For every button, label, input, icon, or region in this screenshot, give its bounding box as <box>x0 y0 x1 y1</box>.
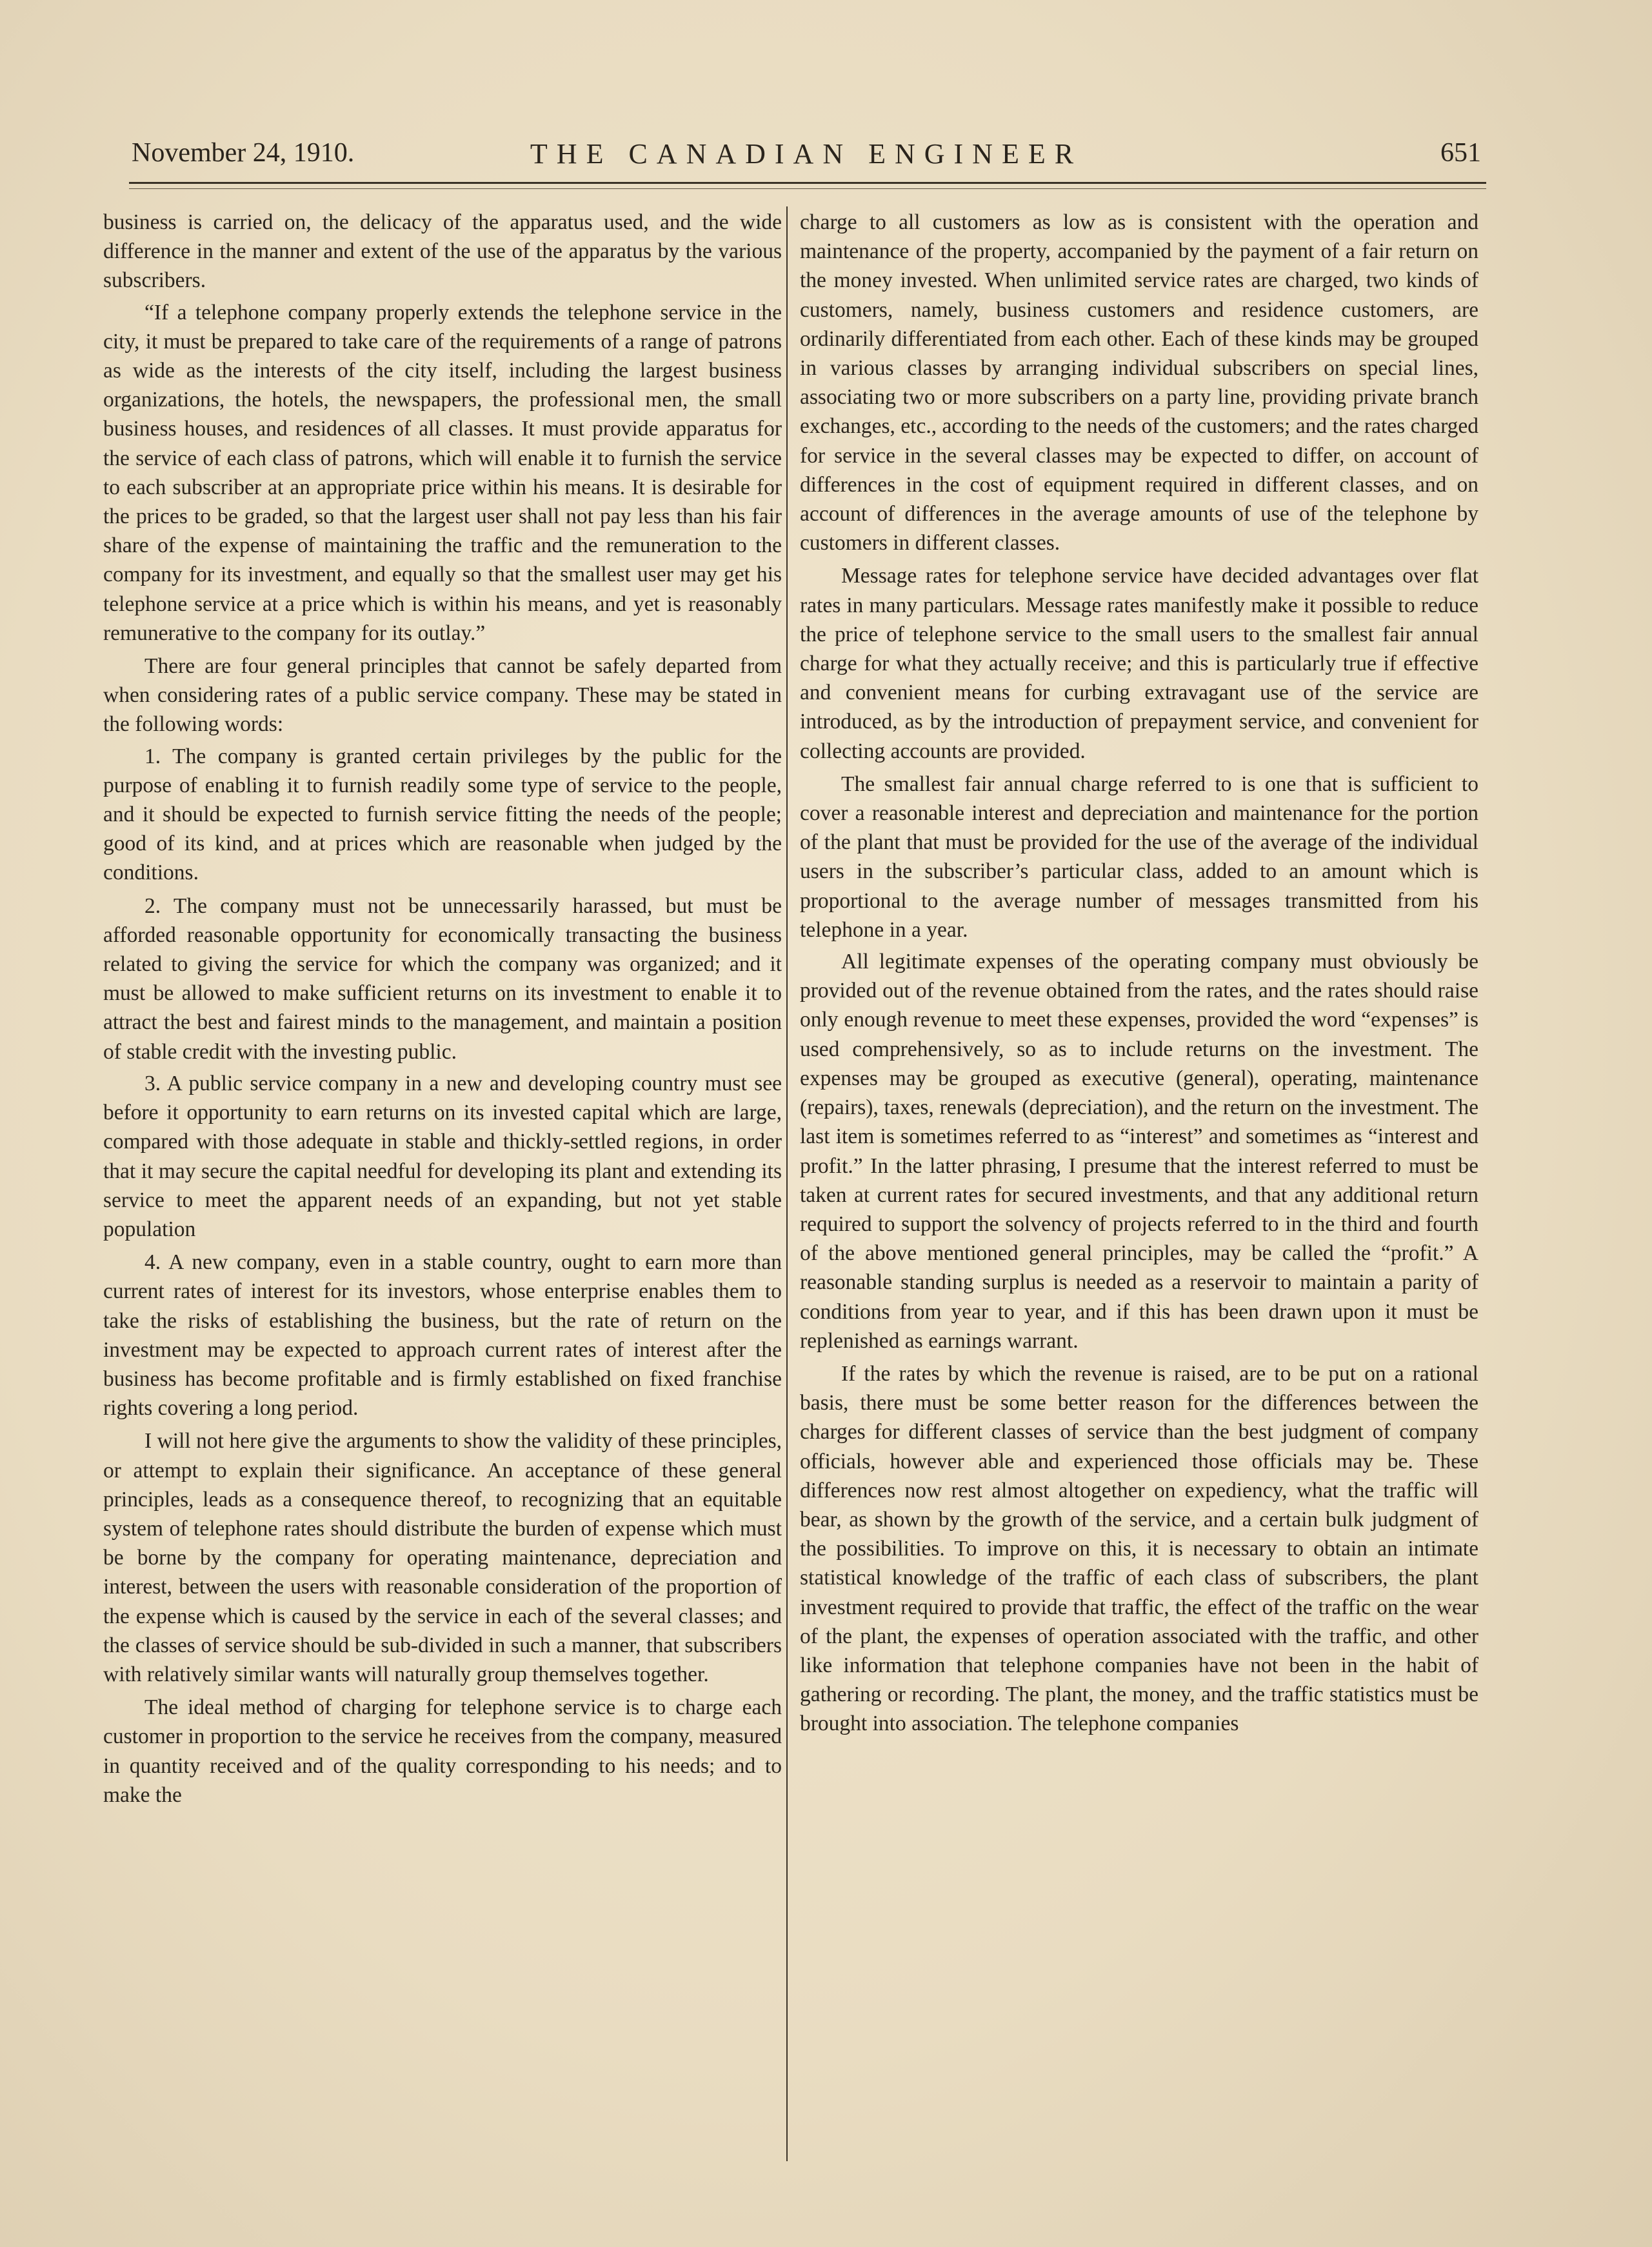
paragraph: business is carried on, the delicacy of the apparatus used, and the wide difference in the manner and extent of the use of the apparatus by the various subscribers. <box>103 210 782 293</box>
paragraph: 3. A public service company in a new and developing country must see before it opportunity to earn returns on its invested capital which are large, compared with those adequate in stable and thickly-settled regions, in order that it may secure the capital needful for developing its plant and extending its service to meet the apparent needs of an expanding, but not yet stable population <box>103 1071 782 1241</box>
paragraph: I will not here give the arguments to show the validity of these principles, or attempt to explain their significance. An acceptance of these general principles, leads as a consequence thereof, to recognizing that an equitable system of telephone rates should distribute the burden of expense which must be borne by the company for operating maintenance, depreciation and interest, between the users with reasonable consideration of the proportion of the expense which is caused by the service in each of the several classes; and the classes of service should be sub-divided in such a manner, that subscribers with relatively similar wants will naturally group themselves together. <box>103 1429 782 1686</box>
paragraph: The smallest fair annual charge referred to is one that is sufficient to cover a reasonable interest and depreciation and maintenance for the portion of the plant that must be provided for the use of the average of the individual users in the subscriber’s particular class, added to an amount which is proportional to the average number of messages transmitted from his telephone in a year. <box>800 772 1478 942</box>
paragraph: If the rates by which the revenue is raised, are to be put on a rational basis, there must be some better reason for the differences between the charges for different classes of service than the best judgment of company officials, however able and experienced those officials may be. These differences now rest almost altogether on expediency, what the traffic will bear, as shown by the growth of the service, and a certain bulk judgment of the possibilities. To improve on this, it is necessary to obtain an intimate statistical knowledge of the traffic of each class of subscribers, the plant investment required to provide that traffic, the effect of the traffic on the wear of the plant, the expenses of operation associated with the traffic, and other like information that telephone companies have not been in the habit of gathering or recording. The plant, the money, and the traffic statistics must be brought into association. The telephone companies <box>800 1361 1478 1736</box>
left-column <box>103 208 782 1810</box>
paragraph: All legitimate expenses of the operating company must obviously be provided out of the revenue obtained from the rates, and the rates should raise only enough revenue to meet these expenses, provided the word “expenses” is used comprehensively, so as to include returns on the investment. The expenses may be grouped as executive (general), operating, maintenance (repairs), taxes, renewals (depreciation), and the return on the investment. The last item is sometimes referred to as “interest” and sometimes as “interest and profit.” In the latter phrasing, I presume that the interest referred to must be taken at current rates for secured investments, and that any additional return required to support the solvency of projects referred to in the third and fourth of the above mentioned general principles, may be called the “profit.” A reasonable standing surplus is needed as a reservoir to maintain a parity of conditions from year to year, and if this has been drawn upon it must be replenished as earnings warrant. <box>800 950 1478 1353</box>
issue-date: November 24, 1910. <box>132 138 355 168</box>
paragraph: “If a telephone company properly extends the telephone service in the city, it must be prepared to take care of the requirements of a range of patrons as wide as the interests of the city itself, including the largest business organizations, the hotels, the newspapers, the professional men, the small business houses, and residences of all classes. It must provide apparatus for the service of each class of patrons, which will enable it to furnish the service to each subscriber at an appropriate price within his means. It is desirable for the prices to be graded, so that the largest user shall not pay less than his fair share of the expense of maintaining the traffic and the remuneration to the company for its investment, and equally so that the smallest user may get his telephone service at a price which is within his means, and yet is reasonably remunerative to the company for its outlay.” <box>103 300 782 645</box>
paragraph: There are four general principles that cannot be safely departed from when considering rates of a public service company. These may be stated in the following words: <box>103 654 782 737</box>
journal-title: THE CANADIAN ENGINEER <box>530 138 1083 170</box>
header-rule-thick <box>129 182 1486 184</box>
header-rule-thin <box>129 188 1486 189</box>
paragraph: charge to all customers as low as is consistent with the operation and maintenance of the property, accompanied by the payment of a fair return on the money invested. When unlimited service rates are charged, two kinds of customers, namely, business customers and residence customers, are ordinarily differentiated from each other. Each of these kinds may be grouped in various classes by arranging individual subscribers on special lines, associating two or more subscribers on a party line, providing private branch exchanges, etc., according to the needs of the customers; and the rates charged for service in the several classes may be expected to differ, on account of differences in the cost of equipment required in different classes, and on account of differences in the average amounts of use of the telephone by customers in different classes. <box>800 210 1478 555</box>
page-header <box>129 132 1484 177</box>
paragraph: 1. The company is granted certain privileges by the public for the purpose of enabling it to furnish readily some type of service to the people, and it should be expected to furnish service fitting the needs of the people; good of its kind, and at prices which are reasonable when judged by the conditions. <box>103 744 782 885</box>
paragraph: 2. The company must not be unnecessarily harassed, but must be afforded reasonable opportunity for economically transacting the business related to giving the service for which the company was organized; and it must be allowed to make sufficient returns on its investment to enable it to attract the best and fairest minds to the management, and maintain a position of stable credit with the investing public. <box>103 894 782 1064</box>
column-divider <box>786 206 788 2161</box>
paragraph: The ideal method of charging for telephone service is to charge each customer in proportion to the service he receives from the company, measured in quantity received and of the quality corresponding to his needs; and to make the <box>103 1695 782 1807</box>
paragraph: 4. A new company, even in a stable country, ought to earn more than current rates of interest for its investors, whose enterprise enables them to take the risks of establishing the business, but the rate of return on the investment may be expected to approach current rates of interest after the business has become profitable and is firmly established on fixed franchise rights covering a long period. <box>103 1250 782 1421</box>
right-column <box>800 208 1478 1739</box>
page-number: 651 <box>1440 138 1481 168</box>
paragraph: Message rates for telephone service have decided advantages over flat rates in many particulars. Message rates manifestly make it possible to reduce the price of telephone service to the small users to the smallest fair annual charge for what they actually receive; and this is particularly true if effective and convenient means for curbing extravagant use of the service are introduced, as by the introduction of prepayment service, and convenient for collecting accounts are provided. <box>800 564 1478 763</box>
